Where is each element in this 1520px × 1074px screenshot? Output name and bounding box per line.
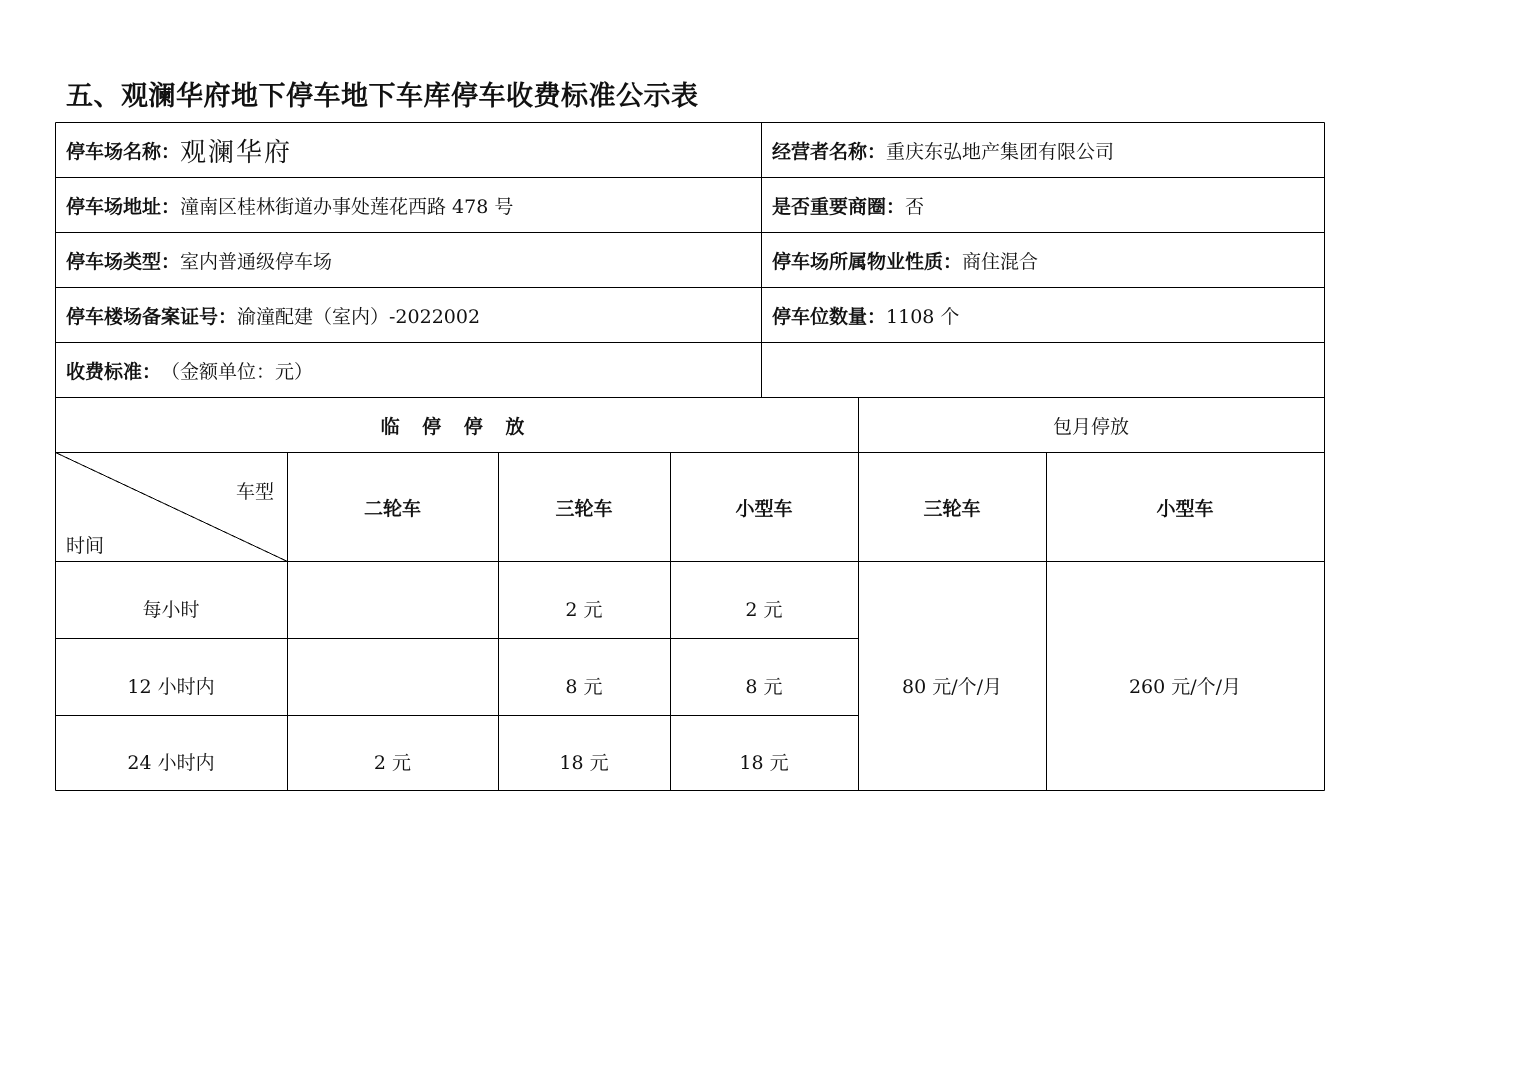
- row-hourly-small-car: 2 元: [745, 598, 783, 621]
- record-number-label: 停车楼场备案证号：: [66, 305, 238, 328]
- record-number-cell: [55, 287, 761, 343]
- page-title: 五、观澜华府地下停车地下车库停车收费标准公示表: [66, 81, 699, 112]
- spaces-count-cell: [761, 287, 1324, 343]
- property-nature-cell: [761, 232, 1324, 288]
- property-nature-value: 商住混合: [962, 250, 1039, 273]
- parking-type-label: 停车场类型：: [66, 250, 181, 273]
- col-header-two-wheel: 二轮车: [363, 497, 421, 520]
- parking-type-cell: [55, 232, 761, 288]
- col-header-three-wheel: 三轮车: [555, 497, 613, 520]
- parking-name-cell: [55, 122, 761, 178]
- business-district-value: 否: [905, 195, 925, 218]
- temporary-parking-header: 临 停 停 放: [380, 415, 533, 438]
- address-label: 停车场地址：: [66, 195, 181, 218]
- parking-name-label: 停车场名称：: [66, 140, 181, 163]
- monthly-parking-header: 包月停放: [1052, 415, 1129, 438]
- business-district-label: 是否重要商圈：: [772, 195, 906, 218]
- record-number-value: 渝潼配建（室内）-2022002: [237, 305, 481, 328]
- address-cell: [55, 177, 761, 233]
- row-12h-three-wheel: 8 元: [565, 675, 603, 698]
- spaces-count-label: 停车位数量：: [772, 305, 887, 328]
- row-hourly-time: 每小时: [142, 598, 200, 621]
- property-nature-label: 停车场所属物业性质：: [772, 250, 963, 273]
- row-24h-time: 24 小时内: [127, 751, 215, 774]
- row-24h-two-wheel: 2 元: [373, 751, 412, 774]
- fee-standard-cell: [55, 342, 761, 398]
- col-header-monthly-three-wheel: 三轮车: [923, 497, 981, 520]
- monthly-small-car-price: 260 元/个/月: [1128, 675, 1242, 698]
- operator-value: 重庆东弘地产集团有限公司: [886, 140, 1115, 163]
- row-24h-three-wheel: 18 元: [559, 751, 609, 774]
- row-12h-time: 12 小时内: [127, 675, 215, 698]
- col-header-monthly-small-car: 小型车: [1156, 497, 1214, 520]
- row-hourly-three-wheel: 2 元: [565, 598, 603, 621]
- address-value: 潼南区桂林街道办事处莲花西路 478 号: [180, 195, 514, 218]
- row-12h-small-car: 8 元: [745, 675, 783, 698]
- fee-standard-value: （金额单位：元）: [161, 360, 314, 383]
- business-district-cell: [761, 177, 1324, 233]
- diagonal-header-vehicle-type: 车型: [236, 481, 275, 503]
- parking-name-value: 观澜华府: [180, 137, 293, 168]
- monthly-three-wheel-price: 80 元/个/月: [901, 675, 1003, 698]
- spaces-count-value: 1108 个: [886, 305, 960, 328]
- parking-type-value: 室内普通级停车场: [180, 250, 333, 273]
- col-header-small-car: 小型车: [735, 497, 793, 520]
- row-24h-small-car: 18 元: [739, 751, 789, 774]
- operator-cell: [761, 122, 1324, 178]
- diagonal-header-time: 时间: [66, 535, 105, 557]
- fee-standard-label: 收费标准：: [66, 360, 162, 383]
- operator-label: 经营者名称：: [772, 140, 887, 163]
